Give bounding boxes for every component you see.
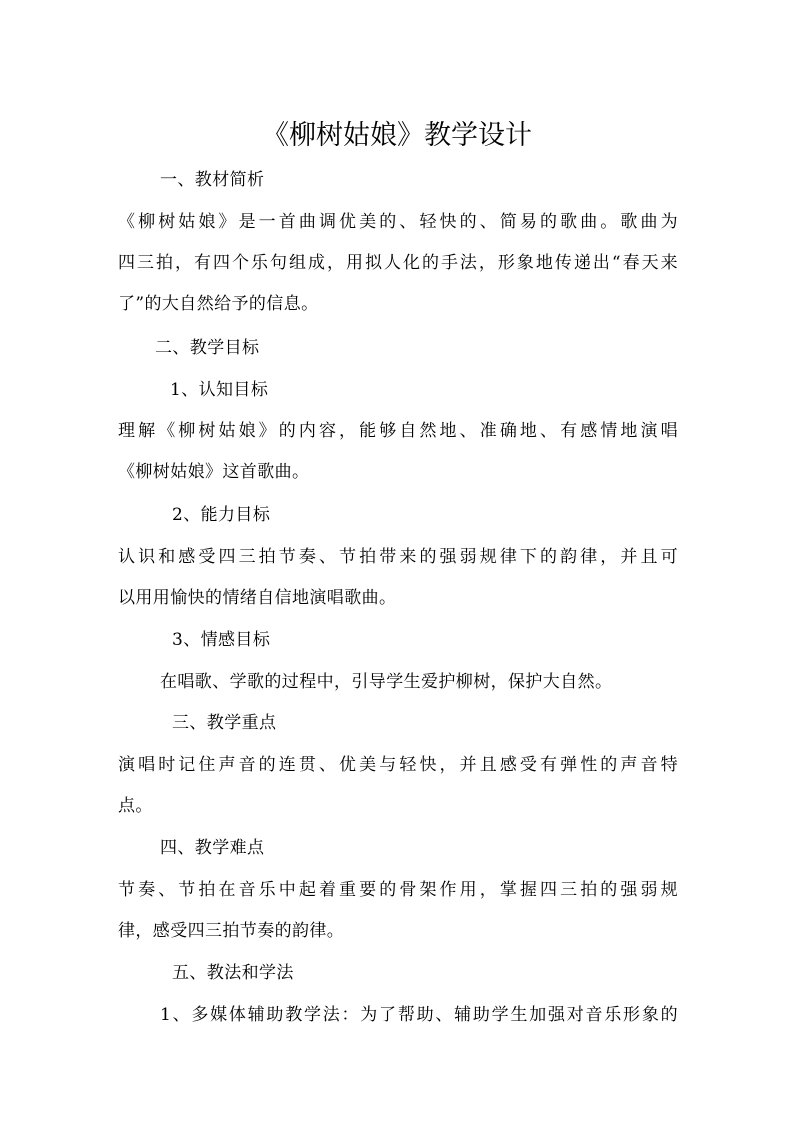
document-title: 《柳树姑娘》教学设计 <box>262 120 532 151</box>
section-heading-key-points: 三、教学重点 <box>172 713 277 733</box>
section-heading-materials: 一、教材简析 <box>160 170 265 190</box>
paragraph-line: 以用用愉快的情绪自信地演唱歌曲。 <box>118 588 397 608</box>
subsection-heading-ability: 2、能力目标 <box>172 505 271 525</box>
paragraph-line: 演唱时记住声音的连贯、优美与轻快，并且感受有弹性的声音特 <box>118 755 678 775</box>
paragraph-line: 《柳树姑娘》是一首曲调优美的、轻快的、简易的歌曲。歌曲为 <box>118 212 678 232</box>
paragraph-line: 节奏、节拍在音乐中起着重要的骨架作用，掌握四三拍的强弱规 <box>118 880 678 900</box>
section-heading-methods: 五、教法和学法 <box>172 963 294 983</box>
paragraph-line: 律，感受四三拍节奏的韵律。 <box>118 921 345 941</box>
subsection-heading-emotion: 3、情感目标 <box>172 630 271 650</box>
paragraph-line: 认识和感受四三拍节奏、节拍带来的强弱规律下的韵律，并且可 <box>118 547 678 567</box>
section-heading-goals: 二、教学目标 <box>155 338 260 358</box>
section-heading-difficulties: 四、教学难点 <box>160 838 265 858</box>
paragraph-line: 在唱歌、学歌的过程中，引导学生爱护柳树，保护大自然。 <box>160 672 613 692</box>
paragraph-line: 四三拍，有四个乐句组成，用拟人化的手法，形象地传递出“春天来 <box>118 253 678 273</box>
subsection-heading-cognitive: 1、认知目标 <box>170 380 269 400</box>
paragraph-line: 了”的大自然给予的信息。 <box>118 294 319 314</box>
paragraph-line: 《柳树姑娘》这首歌曲。 <box>118 462 310 482</box>
paragraph-line: 1、多媒体辅助教学法：为了帮助、辅助学生加强对音乐形象的 <box>160 1005 678 1025</box>
paragraph-line: 理解《柳树姑娘》的内容，能够自然地、准确地、有感情地演唱 <box>118 421 678 441</box>
paragraph-line: 点。 <box>118 796 153 816</box>
